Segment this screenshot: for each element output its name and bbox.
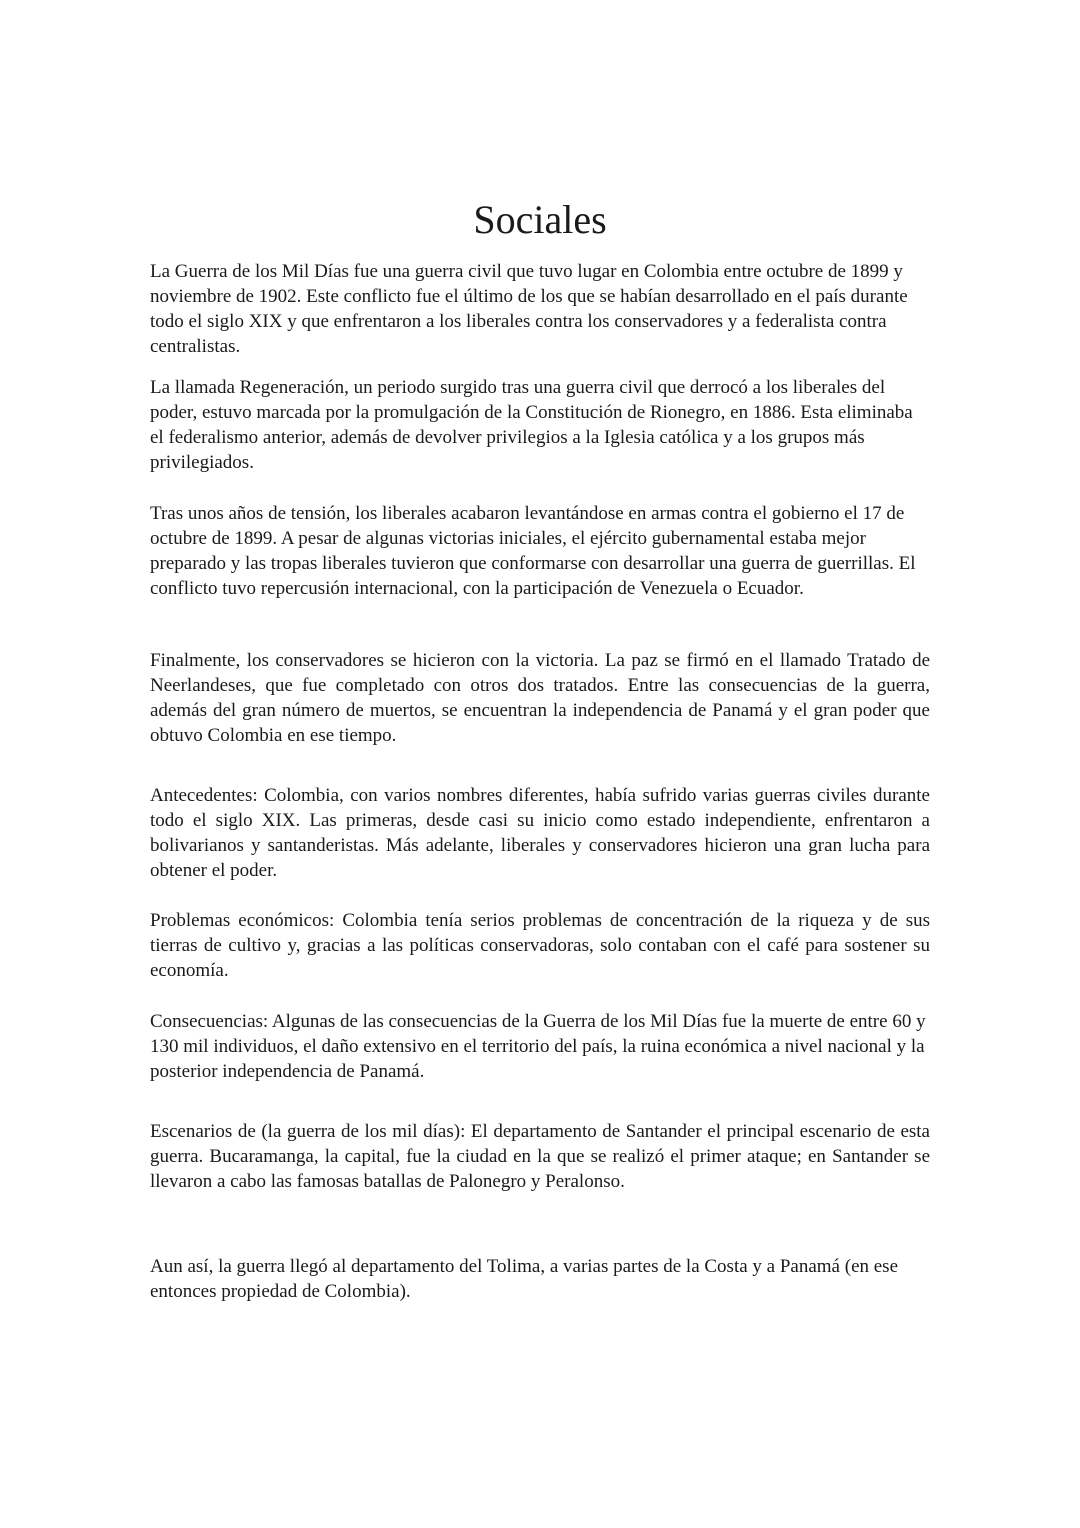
paragraph-tolima: Aun así, la guerra llegó al departamento del Tolima, a varias partes de la Costa y a Panamá (en ese entonces propiedad de Colombia).	[150, 1256, 899, 1302]
paragraph-regeneracion: La llamada Regeneración, un periodo surgido tras una guerra civil que derrocó a los liberales del poder, estuvo marcada por la promulgación de la Constitución de Rionegro, en 1886. Esta eliminaba el federalismo anterior, además de devolver privilegios a la Iglesia católica y a los grupos más privilegiados.	[150, 377, 913, 473]
paragraph-escenarios: Escenarios de (la guerra de los mil días): El departamento de Santander el principal escenario de esta guerra. Bucaramanga, la capital, fue la ciudad en la que se realizó el primer ataque; en Santander se llevaron a cabo las famosas batallas de Palonegro y Peralonso.	[150, 1121, 930, 1192]
page-title: Sociales	[473, 197, 607, 242]
paragraph-final: Finalmente, los conservadores se hicieron con la victoria. La paz se firmó en el llamado Tratado de Neerlandeses, que fue completado con otros dos tratados. Entre las consecuencias de la guerra, además del gran número de muertos, se encuentran la independencia de Panamá y el gran poder que obtuvo Colombia en ese tiempo.	[150, 650, 930, 746]
paragraph-antecedentes: Antecedentes: Colombia, con varios nombres diferentes, había sufrido varias guerras civiles durante todo el siglo XIX. Las primeras, desde casi su inicio como estado independiente, enfrentaron a bolivarianos y santanderistas. Más adelante, liberales y conservadores hicieron una gran lucha para obtener el poder.	[150, 785, 930, 881]
paragraph-intro: La Guerra de los Mil Días fue una guerra civil que tuvo lugar en Colombia entre octubre de 1899 y noviembre de 1902. Este conflicto fue el último de los que se habían desarrollado en el país durante todo el siglo XIX y que enfrentaron a los liberales contra los conservadores y a federalista contra centralistas.	[150, 261, 908, 357]
paragraph-consecuencias: Consecuencias: Algunas de las consecuencias de la Guerra de los Mil Días fue la muerte de entre 60 y 130 mil individuos, el daño extensivo en el territorio del país, la ruina económica a nivel nacional y la posterior independencia de Panamá.	[150, 1011, 926, 1082]
paragraph-problemas-economicos: Problemas económicos: Colombia tenía serios problemas de concentración de la riqueza y de sus tierras de cultivo y, gracias a las políticas conservadoras, solo contaban con el café para sostener su economía.	[150, 910, 930, 981]
paragraph-levantamiento: Tras unos años de tensión, los liberales acabaron levantándose en armas contra el gobierno el 17 de octubre de 1899. A pesar de algunas victorias iniciales, el ejército gubernamental estaba mejor preparado y las tropas liberales tuvieron que conformarse con desarrollar una guerra de guerrillas. El conflicto tuvo repercusión internacional, con la participación de Venezuela o Ecuador.	[150, 503, 916, 599]
